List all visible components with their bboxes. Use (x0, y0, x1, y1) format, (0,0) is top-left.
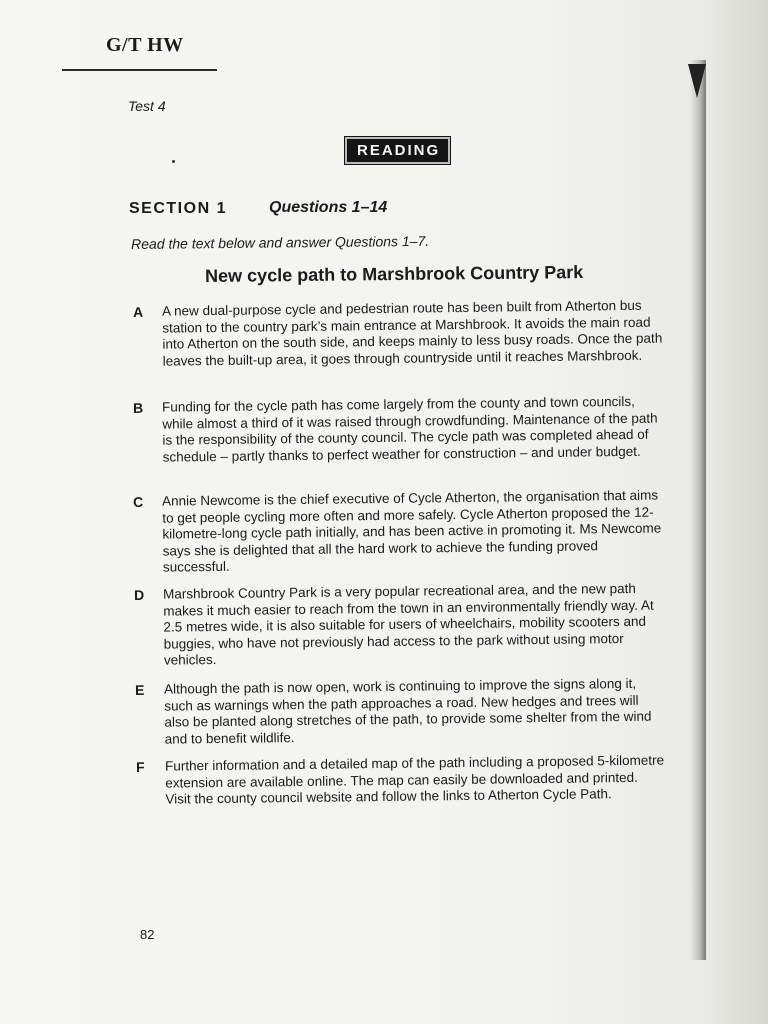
paragraph-e (135, 675, 655, 747)
paragraph-c (133, 487, 662, 575)
questions-range: Questions 1–14 (269, 199, 388, 216)
instruction-text: Read the text below and answer Questions 1–7. (131, 232, 430, 252)
paragraph-letter: A (133, 303, 144, 320)
paragraph-d (134, 580, 654, 668)
paragraph-text: A new dual-purpose cycle and pedestrian route has been built from Atherton bus station to the country park’s main entrance at Marshbrook. It avoids the main road into Atherton on the south side, and keeps mainly to less busy roads. Once the path leaves the built-up area, it goes through countryside until it reaches Marshbrook. (161, 297, 663, 369)
page-edge-shadow (690, 60, 706, 960)
article-title: New cycle path to Marshbrook Country Park (205, 262, 584, 286)
test-label: Test 4 (128, 98, 166, 114)
stray-dot (172, 160, 175, 163)
paragraph-text: Annie Newcome is the chief executive of Cycle Atherton, the organisation that aims to get people cycling more often and more safely. Cycle Atherton proposed the 12-kilometre-long cycle path initially, and has been active in promoting it. Ms Newcome says she is delighted that all the hard work to achieve the funding proved successful. (161, 487, 662, 575)
reading-badge: READING (345, 137, 450, 164)
paragraph-text: Funding for the cycle path has come largely from the county and town councils, while almost a third of it was raised through crowdfunding. Maintenance of the path is the responsibility of the county council. The cycle path was completed ahead of schedule – partly thanks to perfect weather for construction – and under budget. (161, 393, 658, 465)
paragraph-b (133, 393, 658, 465)
paragraph-f (136, 752, 665, 807)
paragraph-letter: D (134, 586, 145, 603)
paragraph-a (133, 297, 663, 369)
header-rule (62, 69, 217, 71)
paragraph-text: Further information and a detailed map of the path including a proposed 5-kilometre extension are available online. The map can easily be downloaded and printed. Visit the county council website and follow the links to Atherton Cycle Path. (164, 752, 665, 807)
section-title: SECTION 1 (129, 200, 227, 217)
paragraph-text: Marshbrook Country Park is a very popular recreational area, and the new path makes it much easier to reach from the town in an environmentally friendly way. At 2.5 metres wide, it is also suitable for users of wheelchairs, mobility scooters and buggies, who have not previously had access to the park without using motor vehicles. (162, 580, 654, 668)
page-edge-mark (688, 64, 706, 98)
paragraph-text: Although the path is now open, work is continuing to improve the signs along it, such as warnings when the path approaches a road. New hedges and trees will also be planted along stretches of the path, to provide some shelter from the wind and to benefit wildlife. (163, 675, 652, 747)
paragraph-letter: F (136, 758, 145, 775)
handwritten-header-tag: G/T HW (106, 34, 184, 56)
paragraph-letter: E (135, 681, 145, 698)
paragraph-letter: B (133, 399, 144, 416)
page-number: 82 (140, 927, 155, 942)
paragraph-letter: C (133, 493, 144, 510)
